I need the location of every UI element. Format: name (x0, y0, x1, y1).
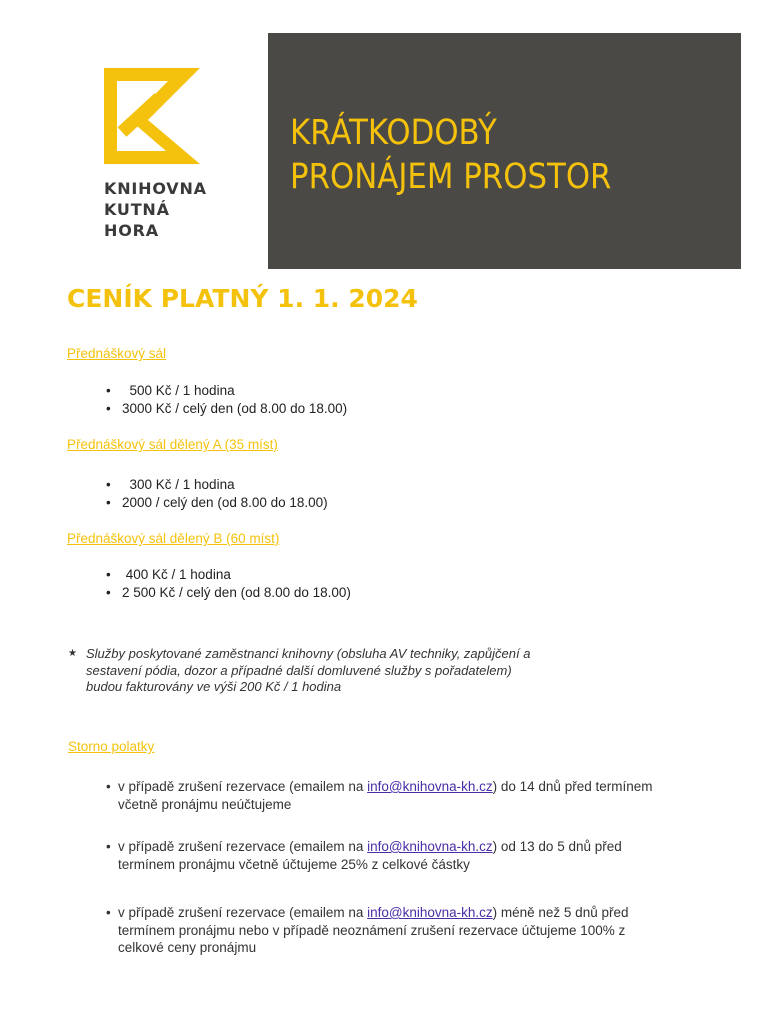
cancellation-text-before: v případě zrušení rezervace (emailem na (118, 839, 368, 854)
cancellation-text-before: v případě zrušení rezervace (emailem na (118, 905, 368, 920)
note-line-1: Služby poskytované zaměstnanci knihovny (obsluha AV techniky, zapůjčení a (86, 646, 531, 661)
note-line-3: budou fakturovány ve výši 200 Kč / 1 hodina (86, 679, 342, 694)
cancellation-text-after: ) do 14 dnů před termínem včetně pronájmu neúčtujeme (118, 779, 653, 812)
cancellation-text-after: ) od 13 do 5 dnů před termínem pronájmu včetně účtujeme 25% z celkové částky (118, 839, 622, 872)
title-line-1: KRÁTKODOBÝ (290, 113, 497, 153)
price-list-hall-a (106, 476, 328, 512)
section-title-hall-a: Přednáškový sál dělený A (35 míst) (67, 437, 278, 452)
cancellation-text-before: v případě zrušení rezervace (emailem na (118, 779, 368, 794)
cancellation-text-after: ) méně než 5 dnů před termínem pronájmu nebo v případě neoznámení zrušení rezervace účtujeme 100% z celkové ceny pronájmu (118, 905, 629, 955)
logo-line-1: KNIHOVNA (104, 179, 207, 198)
library-logo (104, 68, 214, 241)
list-item: • 2 500 Kč / celý den (od 8.00 do 18.00) (106, 584, 351, 602)
price-list-hall-b (106, 566, 351, 602)
logo-line-2: KUTNÁ (104, 200, 170, 219)
cancellation-item-2 (106, 838, 666, 873)
price-list-heading: CENÍK PLATNÝ 1. 1. 2024 (67, 284, 418, 313)
list-item (106, 838, 666, 873)
cancellation-item-1 (106, 778, 686, 813)
list-item: • 300 Kč / 1 hodina (106, 476, 328, 494)
section-title-cancellation-fees: Storno polatky (68, 739, 155, 754)
list-item: • 2000 / celý den (od 8.00 do 18.00) (106, 494, 328, 512)
title-banner (268, 33, 741, 269)
list-item: • 400 Kč / 1 hodina (106, 566, 351, 584)
service-fee-note (68, 646, 588, 696)
list-item: • 3000 Kč / celý den (od 8.00 do 18.00) (106, 400, 347, 418)
list-item (106, 904, 636, 957)
title-line-2: PRONÁJEM PROSTOR (290, 157, 612, 197)
logo-line-3: HORA (104, 221, 159, 240)
cancellation-item-3 (106, 904, 636, 957)
price-list-lecture-hall (106, 382, 347, 418)
logo-wordmark (104, 178, 214, 241)
list-item: • 500 Kč / 1 hodina (106, 382, 347, 400)
list-item (106, 778, 686, 813)
logo-k-mark-icon (104, 68, 200, 164)
page-title (290, 111, 611, 199)
section-title-hall-b: Přednáškový sál dělený B (60 míst) (67, 531, 280, 546)
email-link[interactable]: info@knihovna-kh.cz (367, 779, 493, 794)
section-title-lecture-hall: Přednáškový sál (67, 346, 167, 361)
email-link[interactable]: info@knihovna-kh.cz (367, 905, 493, 920)
note-line-2: sestavení pódia, dozor a případné další domluvené služby s pořadatelem) (86, 662, 512, 678)
email-link[interactable]: info@knihovna-kh.cz (367, 839, 493, 854)
star-icon: ★ (68, 648, 77, 659)
